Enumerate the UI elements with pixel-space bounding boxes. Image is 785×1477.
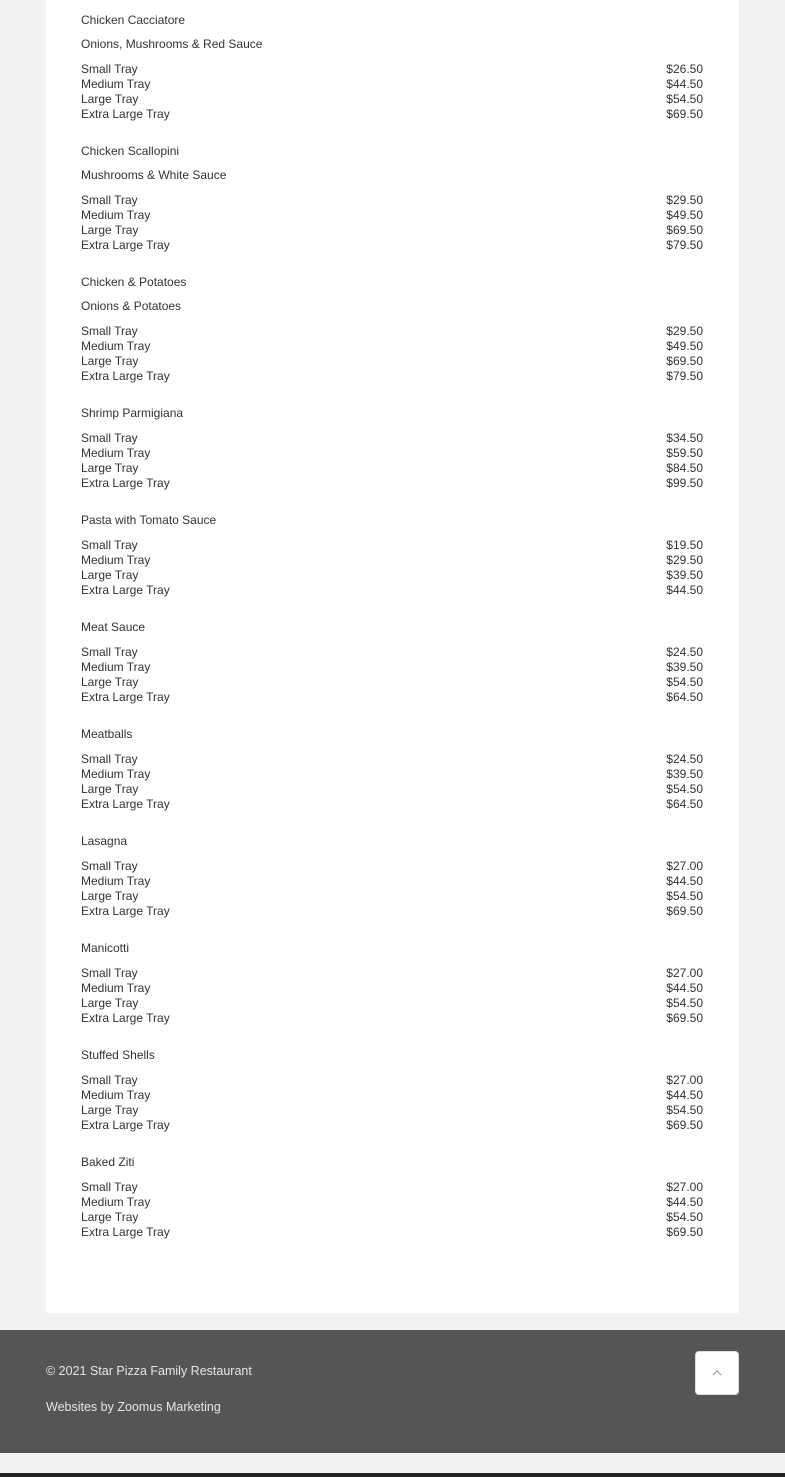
tray-price: $84.50 [666,461,703,475]
tray-size-list [81,193,703,253]
tray-size-label: Extra Large Tray [81,583,170,597]
tray-size-label: Small Tray [81,752,138,766]
menu-item [81,1156,703,1240]
tray-size-row [81,767,703,782]
tray-size-label: Small Tray [81,645,138,659]
tray-size-list [81,1180,703,1240]
tray-size-label: Medium Tray [81,874,151,888]
tray-size-row [81,583,703,598]
tray-size-label: Medium Tray [81,1088,151,1102]
tray-size-row [81,1118,703,1133]
tray-price: $27.00 [666,966,703,980]
tray-price: $39.50 [666,568,703,582]
tray-price: $27.00 [666,1180,703,1194]
menu-item [81,621,703,705]
tray-size-row [81,62,703,77]
tray-size-row [81,1088,703,1103]
tray-size-label: Small Tray [81,1073,138,1087]
menu-item-description: Onions & Potatoes [81,299,182,313]
tray-size-row [81,1103,703,1118]
site-footer [0,1330,785,1453]
menu-item [81,1049,703,1133]
tray-size-row [81,660,703,675]
tray-size-list [81,62,703,122]
tray-price: $44.50 [666,874,703,888]
tray-size-row [81,675,703,690]
tray-size-row [81,193,703,208]
menu-card [46,0,739,1313]
tray-size-row [81,92,703,107]
tray-price: $79.50 [666,238,703,252]
tray-price: $49.50 [666,208,703,222]
tray-size-row [81,223,703,238]
tray-size-label: Extra Large Tray [81,107,170,121]
tray-price: $24.50 [666,752,703,766]
tray-size-label: Large Tray [81,675,139,689]
menu-item-name: Meatballs [81,727,133,741]
menu-item-name: Chicken Scallopini [81,144,180,158]
tray-size-row [81,690,703,705]
tray-price: $39.50 [666,767,703,781]
tray-price: $29.50 [666,324,703,338]
menu-item-name: Shrimp Parmigiana [81,406,184,420]
tray-price: $69.50 [666,223,703,237]
tray-price: $44.50 [666,1195,703,1209]
menu-item-name: Lasagna [81,834,128,848]
tray-size-row [81,476,703,491]
tray-price: $54.50 [666,782,703,796]
menu-item-name: Stuffed Shells [81,1048,155,1062]
tray-price: $69.50 [666,1011,703,1025]
tray-size-row [81,446,703,461]
tray-size-row [81,354,703,369]
tray-price: $69.50 [666,1118,703,1132]
tray-size-label: Extra Large Tray [81,690,170,704]
tray-size-row [81,904,703,919]
credits-text: Websites by Zoomus Marketing [46,1400,221,1414]
tray-size-label: Large Tray [81,889,139,903]
tray-price: $29.50 [666,553,703,567]
tray-size-label: Medium Tray [81,767,151,781]
catering-menu [81,14,703,1263]
tray-size-label: Small Tray [81,62,138,76]
tray-price: $44.50 [666,1088,703,1102]
menu-item [81,728,703,812]
tray-size-row [81,1011,703,1026]
tray-price: $49.50 [666,339,703,353]
copyright-text: © 2021 Star Pizza Family Restaurant [46,1364,252,1378]
tray-price: $39.50 [666,660,703,674]
tray-size-label: Small Tray [81,1180,138,1194]
tray-size-row [81,782,703,797]
tray-size-label: Large Tray [81,996,139,1010]
menu-item-name: Baked Ziti [81,1155,135,1169]
tray-size-row [81,859,703,874]
tray-price: $27.00 [666,1073,703,1087]
back-to-top-button[interactable] [695,1351,739,1395]
tray-price: $54.50 [666,1210,703,1224]
tray-price: $69.50 [666,1225,703,1239]
tray-size-row [81,874,703,889]
tray-size-row [81,1180,703,1195]
chevron-up-icon [711,1369,723,1377]
tray-size-label: Large Tray [81,354,139,368]
tray-price: $79.50 [666,369,703,383]
tray-price: $29.50 [666,193,703,207]
tray-price: $64.50 [666,690,703,704]
tray-size-label: Extra Large Tray [81,369,170,383]
tray-size-row [81,1195,703,1210]
tray-size-row [81,1210,703,1225]
tray-size-label: Extra Large Tray [81,1011,170,1025]
tray-size-label: Large Tray [81,1210,139,1224]
menu-item [81,835,703,919]
tray-size-label: Large Tray [81,568,139,582]
tray-price: $27.00 [666,859,703,873]
tray-size-label: Extra Large Tray [81,238,170,252]
tray-size-row [81,77,703,92]
tray-size-row [81,553,703,568]
tray-size-label: Large Tray [81,461,139,475]
menu-item-description: Mushrooms & White Sauce [81,168,227,182]
menu-item [81,276,703,384]
tray-size-list [81,538,703,598]
tray-size-label: Large Tray [81,92,139,106]
tray-price: $44.50 [666,981,703,995]
tray-size-row [81,645,703,660]
tray-size-row [81,461,703,476]
tray-size-list [81,431,703,491]
tray-size-label: Extra Large Tray [81,1225,170,1239]
tray-size-label: Medium Tray [81,208,151,222]
tray-size-row [81,797,703,812]
tray-price: $54.50 [666,1103,703,1117]
tray-size-label: Small Tray [81,966,138,980]
menu-item [81,407,703,491]
tray-size-label: Medium Tray [81,77,151,91]
tray-size-list [81,324,703,384]
tray-size-list [81,1073,703,1133]
tray-size-label: Small Tray [81,193,138,207]
tray-price: $64.50 [666,797,703,811]
tray-size-label: Medium Tray [81,660,151,674]
menu-item-name: Pasta with Tomato Sauce [81,513,217,527]
tray-price: $69.50 [666,904,703,918]
tray-size-list [81,752,703,812]
tray-size-label: Medium Tray [81,981,151,995]
tray-size-row [81,238,703,253]
menu-item-name: Chicken & Potatoes [81,275,187,289]
tray-price: $44.50 [666,583,703,597]
menu-item-name: Meat Sauce [81,620,146,634]
tray-size-label: Large Tray [81,782,139,796]
menu-item-description: Onions, Mushrooms & Red Sauce [81,37,263,51]
tray-size-label: Large Tray [81,223,139,237]
tray-size-row [81,981,703,996]
tray-size-row [81,324,703,339]
tray-size-row [81,752,703,767]
tray-size-label: Medium Tray [81,446,151,460]
tray-size-list [81,859,703,919]
tray-price: $59.50 [666,446,703,460]
tray-price: $99.50 [666,476,703,490]
tray-size-label: Extra Large Tray [81,904,170,918]
tray-size-row [81,1073,703,1088]
tray-size-row [81,369,703,384]
tray-size-label: Small Tray [81,324,138,338]
tray-size-label: Small Tray [81,431,138,445]
tray-size-label: Large Tray [81,1103,139,1117]
tray-price: $54.50 [666,996,703,1010]
tray-size-label: Extra Large Tray [81,797,170,811]
menu-item-name: Manicotti [81,941,130,955]
tray-price: $24.50 [666,645,703,659]
tray-size-row [81,208,703,223]
tray-price: $34.50 [666,431,703,445]
tray-price: $26.50 [666,62,703,76]
menu-item [81,514,703,598]
tray-size-row [81,107,703,122]
tray-size-label: Extra Large Tray [81,1118,170,1132]
tray-size-label: Medium Tray [81,339,151,353]
tray-size-row [81,538,703,553]
tray-size-row [81,1225,703,1240]
tray-price: $69.50 [666,107,703,121]
menu-item [81,14,703,122]
menu-item [81,942,703,1026]
tray-size-label: Small Tray [81,859,138,873]
tray-size-list [81,645,703,705]
tray-size-row [81,431,703,446]
tray-size-row [81,568,703,583]
tray-size-label: Extra Large Tray [81,476,170,490]
tray-size-list [81,966,703,1026]
tray-size-label: Medium Tray [81,1195,151,1209]
tray-price: $69.50 [666,354,703,368]
tray-size-row [81,996,703,1011]
tray-size-row [81,339,703,354]
bottom-line [0,1473,785,1477]
tray-price: $54.50 [666,675,703,689]
tray-price: $19.50 [666,538,703,552]
tray-size-label: Small Tray [81,538,138,552]
tray-size-row [81,966,703,981]
menu-item-name: Chicken Cacciatore [81,13,186,27]
tray-price: $54.50 [666,92,703,106]
tray-size-label: Medium Tray [81,553,151,567]
menu-item [81,145,703,253]
tray-price: $54.50 [666,889,703,903]
tray-price: $44.50 [666,77,703,91]
tray-size-row [81,889,703,904]
